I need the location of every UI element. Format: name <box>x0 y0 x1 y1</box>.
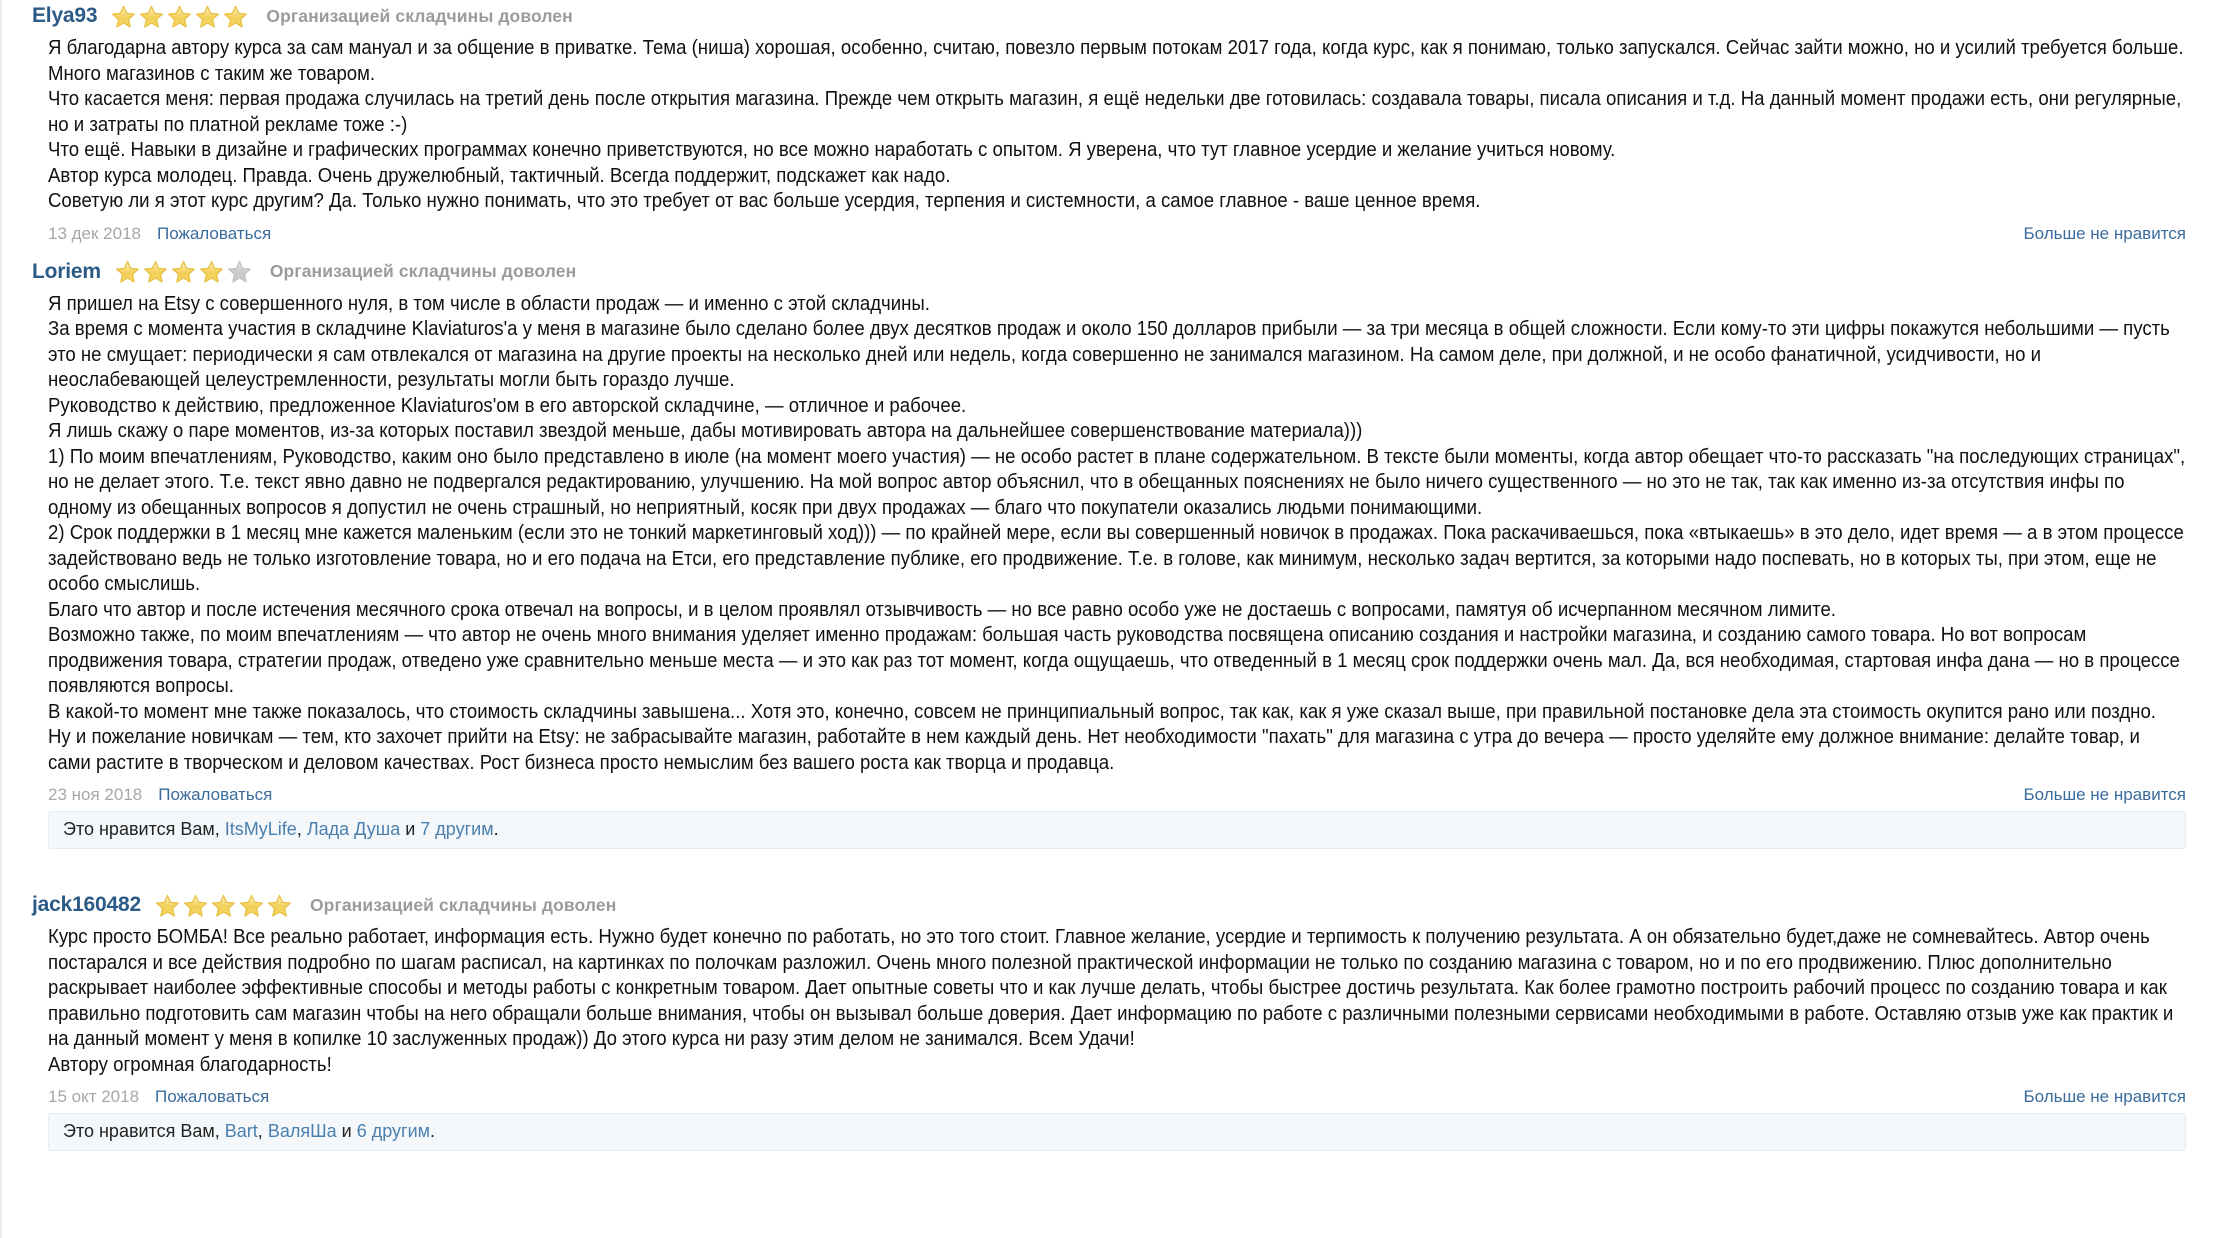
review-paragraph: Автору огромная благодарность! <box>48 1053 332 1076</box>
review-meta <box>24 1078 2204 1113</box>
star-rating <box>110 4 249 30</box>
review-paragraph: Что касается меня: первая продажа случилась на третий день после открытия магазина. Прежде чем открыть магазин, я ещё недельки две готовилась: создавала товары, писала описания и т.д. На данный момент продажи есть, они регулярные, но и затраты по платной рекламе тоже :-) <box>48 88 2182 136</box>
likes-suffix: . <box>430 1121 436 1141</box>
likes-others-link[interactable]: 6 другим <box>356 1121 431 1141</box>
star-icon <box>226 259 253 285</box>
star-icon <box>114 259 141 285</box>
report-link[interactable]: Пожаловаться <box>158 785 273 804</box>
star-icon-svg <box>226 259 253 285</box>
review-paragraph: Что ещё. Навыки в дизайне и графических программах конечно приветствуются, но все можно наработать с опытом. Я уверена, что тут главное усердие и желание учиться новому. <box>48 139 1616 161</box>
unlike-link[interactable]: Больше не нравится <box>2023 785 2186 804</box>
star-icon-svg <box>166 4 193 30</box>
star-icon-svg <box>138 4 165 30</box>
review-header <box>24 256 2204 288</box>
likes-prefix: Это нравится Вам, <box>63 1121 220 1141</box>
likes-conjunction: и <box>405 819 416 839</box>
review-username[interactable]: jack160482 <box>32 893 141 916</box>
review <box>2 889 2226 1151</box>
star-icon <box>194 4 221 30</box>
review-body <box>24 288 2204 777</box>
star-icon <box>154 893 181 919</box>
star-icon <box>110 4 137 30</box>
review-paragraph: 1) По моим впечатлениям, Руководство, каким оно было представлено в июле (на момент моего участия) — не особо растет в плане содержательном. В тексте были моменты, когда автор обещает что-то рассказать "на последующих страницах", но не делает этого. Т.е. текст явно давно не подвергался редактированию, улучшению. На мой вопрос автор объяснил, что в обещанных пояснениях не было ничего существенного — но это не так, так как именно из-за отсутствия инфы по одному из обещанных вопросов я допустил не очень страшный, но неприятный, косяк при двух продажах — благо что покупатели оказались людьми понимающими. <box>48 445 2186 519</box>
star-icon <box>182 893 209 919</box>
review-date: 13 дек 2018 <box>48 223 141 243</box>
star-rating <box>114 259 253 285</box>
star-icon-svg <box>238 893 265 919</box>
review-paragraph: Курс просто БОМБА! Все реально работает, информация есть. Нужно будет конечно по работать, но это того стоит. Главное желание, усердие и терпимость к получению результата. А он обязательно будет,даже не сомневайтесь. Автор очень постарался и все действия подробно по шагам расписал, на картинках по полочкам разложил. Очень много полезной практической информации не только по созданию магазина с товаром, но и по его продвижению. Плюс дополнительно раскрывает наиболее эффективные способы и методы работы с конкретным товаром. Дает опытные советы что и как лучше делать, чтобы быстрее достичь результата. Как более грамотно построить рабочий процесс по созданию товара и как правильно подготовить сам магазин чтобы на него обращали больше внимания, чтобы он вызывал больше доверия. Дает информацию по работе с различными полезными сервисами необходимыми в работе. Оставляю отзыв уже как практик и на данный момент у меня в копилке 10 заслуженных продаж)) До этого курса ни разу этим делом не занимался. Всем Удачи! <box>48 926 2174 1050</box>
status-badge: Организацией складчины доволен <box>269 261 577 281</box>
review-body <box>24 921 2204 1078</box>
review-paragraph: Я пришел на Etsy с совершенного нуля, в том числе в области продаж — и именно с этой складчины. <box>48 292 930 315</box>
review-header <box>24 889 2204 921</box>
status-badge: Организацией складчины доволен <box>266 5 573 26</box>
review-paragraph: Автор курса молодец. Правда. Очень дружелюбный, тактичный. Всегда поддержит, подскажет как надо. <box>48 164 951 187</box>
star-icon <box>210 893 237 919</box>
likes-suffix: . <box>493 819 499 839</box>
status-badge: Организацией складчины доволен <box>309 894 617 915</box>
likes-person-link[interactable]: ItsMyLife <box>224 819 297 839</box>
star-icon <box>238 893 265 919</box>
likes-wrapper <box>24 1113 2204 1151</box>
review-meta <box>24 776 2204 811</box>
star-icon-svg <box>114 259 141 285</box>
unlike-link[interactable]: Больше не нравится <box>2023 1087 2186 1106</box>
report-link[interactable]: Пожаловаться <box>157 223 272 243</box>
review-date: 23 ноя 2018 <box>48 785 143 804</box>
review-paragraph: Возможно также, по моим впечатлениям — что автор не очень много внимания уделяет именно продажам: большая часть руководства посвящена описанию создания и настройки магазина, и созданию самого товара. Но вот вопросам продвижения товара, стратегии продаж, отведено уже сравнительно меньше места — и это как раз тот момент, когда ощущаешь, что отведенный в 1 месяц срок поддержки очень мал. Да, вся необходимая, стартовая инфа дана — но в процессе появляются вопросы. <box>48 624 2180 697</box>
star-rating <box>154 893 293 919</box>
unlike-link[interactable]: Больше не нравится <box>2023 223 2186 243</box>
review-list <box>2 0 2226 1151</box>
likes-person-link[interactable]: Bart <box>224 1121 258 1141</box>
review <box>2 256 2226 850</box>
review-meta <box>24 215 2204 250</box>
star-icon-svg <box>222 4 249 30</box>
review-paragraph: Я благодарна автору курса за сам мануал и за общение в приватке. Тема (ниша) хорошая, особенно, считаю, повезло первым потокам 2017 года, когда курс, как я понимаю, только запускался. Сейчас зайти можно, но и усилий требуется больше. Много магазинов с таким же товаром. <box>48 37 2184 85</box>
star-icon <box>198 259 225 285</box>
star-icon-svg <box>142 259 169 285</box>
star-icon <box>266 893 293 919</box>
likes-person-link[interactable]: ВаляШа <box>267 1121 337 1141</box>
star-icon <box>170 259 197 285</box>
likes-wrapper <box>24 811 2204 849</box>
star-icon-svg <box>110 4 137 30</box>
likes-bar: Это нравится Вам, Bart, ВаляШа и 6 другим. <box>48 1113 2186 1151</box>
star-icon-svg <box>170 259 197 285</box>
star-icon <box>222 4 249 30</box>
review-paragraph: Руководство к действию, предложенное Klaviaturos'ом в его авторской складчине, — отличное и рабочее. <box>48 394 967 417</box>
review-paragraph: Я лишь скажу о паре моментов, из-за которых поставил звездой меньше, дабы мотивировать автора на дальнейшее совершенствование материала))) <box>48 420 1363 442</box>
likes-conjunction: и <box>341 1121 352 1141</box>
likes-bar: Это нравится Вам, ItsMyLife, Лада Душа и 7 другим. <box>48 811 2186 849</box>
review-paragraph: Советую ли я этот курс другим? Да. Только нужно понимать, что это требует от вас больше усердия, терпения и системности, а самое главное - ваше ценное время. <box>48 190 1481 212</box>
star-icon-svg <box>182 893 209 919</box>
likes-prefix: Это нравится Вам, <box>63 819 220 839</box>
star-icon <box>138 4 165 30</box>
star-icon <box>166 4 193 30</box>
review-paragraph: В какой-то момент мне также показалось, что стоимость складчины завышена... Хотя это, конечно, совсем не принципиальный вопрос, так как, как я уже сказал выше, при правильной постановке дела эта стоимость окупится рано или поздно. <box>48 700 2156 723</box>
review-paragraph: За время с момента участия в складчине Klaviaturos'а у меня в магазине было сделано более двух десятков продаж и около 150 долларов прибыли — за три месяца в общей сложности. Если кому-то эти цифры покажутся небольшими — пусть это не смущает: периодически я сам отвлекался от магазина на другие проекты на несколько дней или недель, когда совершенно не занимался магазином. На самом деле, при должной, и не особо фанатичной, усидчивости, но и неослабевающей целеустремленности, результаты могли быть гораздо лучше. <box>48 318 2170 391</box>
review <box>2 0 2226 250</box>
review-paragraph: 2) Срок поддержки в 1 месяц мне кажется маленьким (если это не тонкий маркетинговый ход))) — по крайней мере, если вы совершенный новичок в продажах. Пока раскачиваешься, пока «втыкаешь» в это дело, идет время — а в этом процессе задействовано ведь не только изготовление товара, но и его подача на Етси, его представление публике, его продвижение. Т.е. в голове, как минимум, несколько задач вертится, за которыми надо поспевать, но в которых ты, при этом, еще не особо смыслишь. <box>48 522 2184 595</box>
review-paragraph: Ну и пожелание новичкам — тем, кто захочет прийти на Etsy: не забрасывайте магазин, работайте в нем каждый день. Нет необходимости "пахать" для магазина с утра до вечера — просто уделяйте ему должное внимание: делайте товар, и сами растите в творческом и деловом качествах. Рост бизнеса просто немыслим без вашего роста как творца и продавца. <box>48 726 2140 774</box>
review-date: 15 окт 2018 <box>48 1087 140 1106</box>
review-username[interactable]: Loriem <box>32 259 101 283</box>
review-header <box>24 0 2204 32</box>
review-username[interactable]: Elya93 <box>32 4 98 27</box>
review-body <box>24 32 2204 215</box>
likes-person-link[interactable]: Лада Душа <box>306 819 401 839</box>
star-icon-svg <box>194 4 221 30</box>
star-icon <box>142 259 169 285</box>
star-icon-svg <box>266 893 293 919</box>
review-separator <box>2 849 2226 889</box>
report-link[interactable]: Пожаловаться <box>155 1087 270 1106</box>
likes-others-link[interactable]: 7 другим <box>420 819 494 839</box>
star-icon-svg <box>198 259 225 285</box>
star-icon-svg <box>210 893 237 919</box>
review-paragraph: Благо что автор и после истечения месячного срока отвечал на вопросы, и в целом проявлял отзывчивость — но все равно особо уже не достаешь с вопросами, памятуя об исчерпанном месячном лимите. <box>48 598 1836 621</box>
star-icon-svg <box>154 893 181 919</box>
